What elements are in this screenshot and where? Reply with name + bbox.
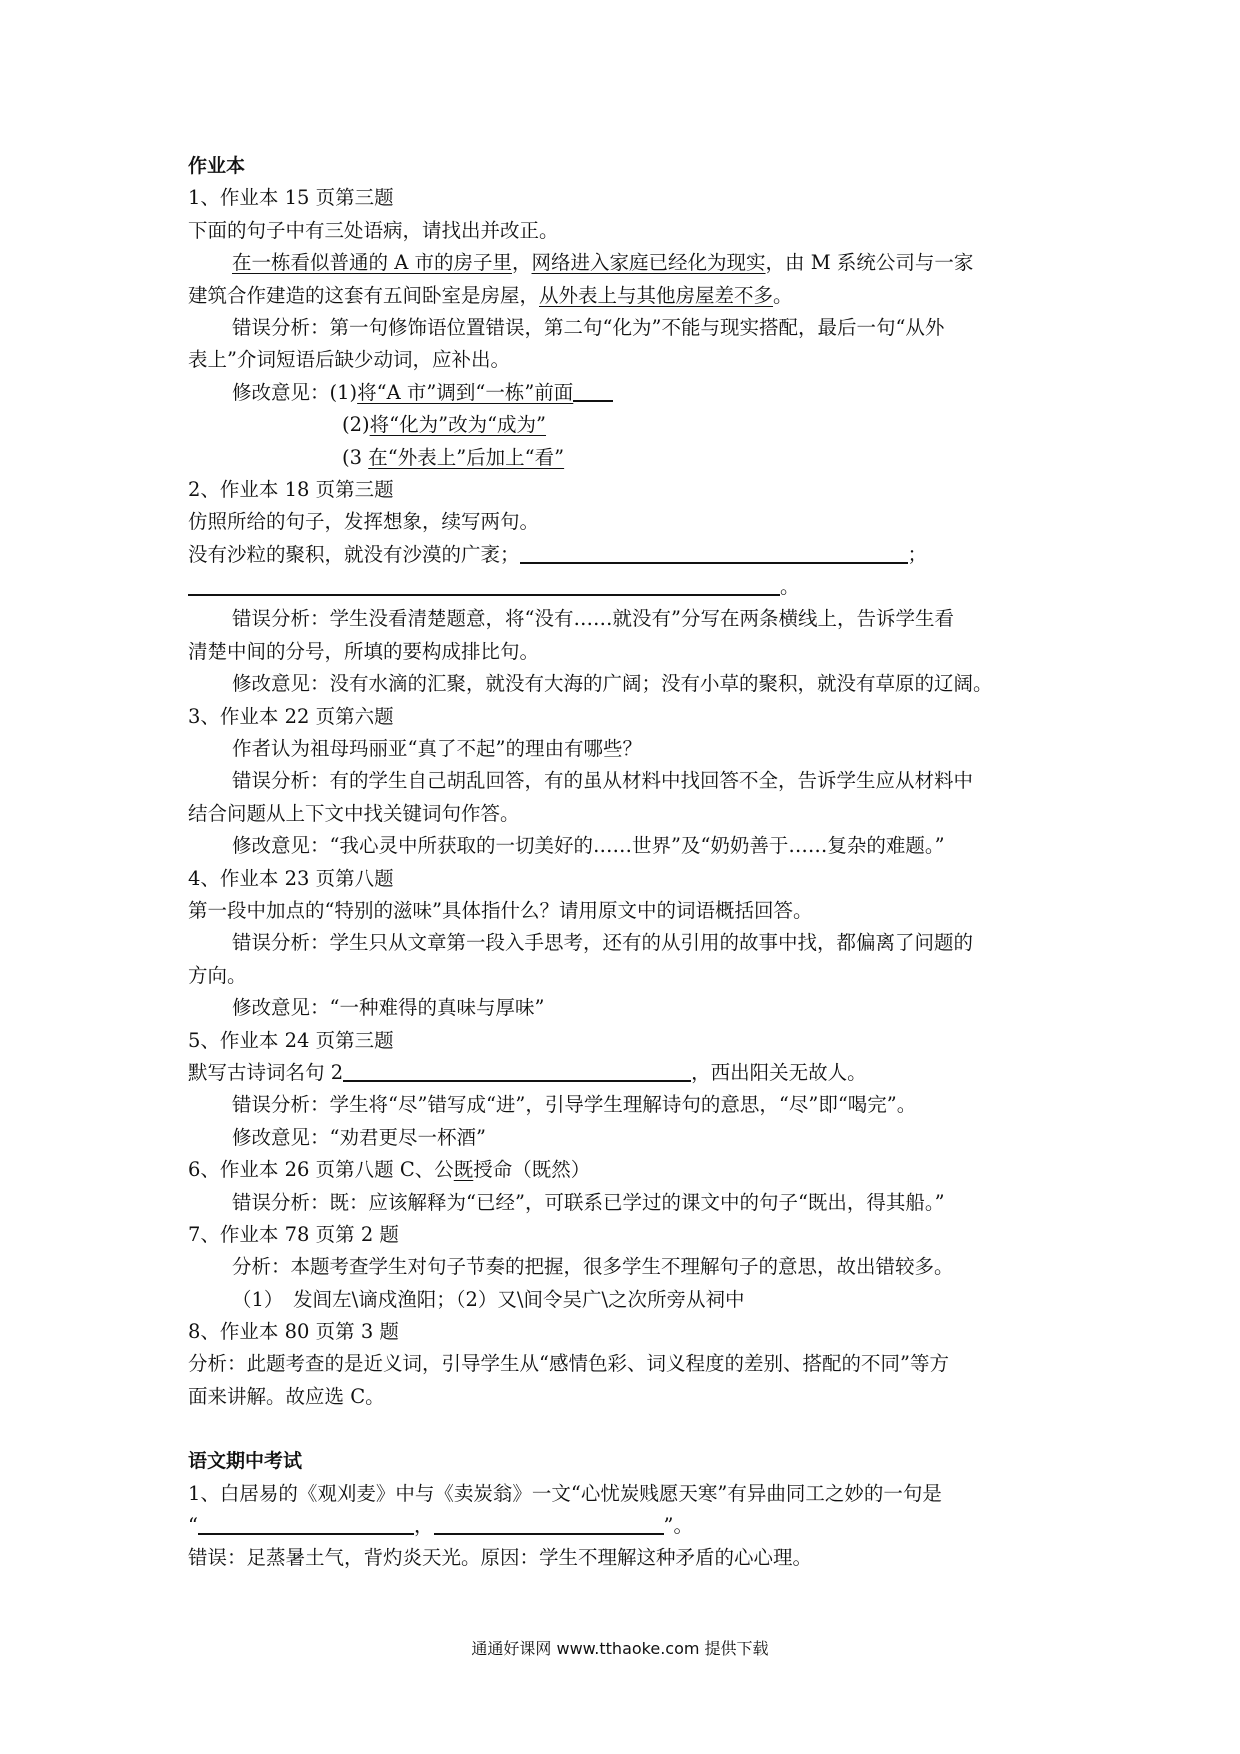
error-analysis-cont: 清楚中间的分号，所填的要构成排比句。 [188, 639, 540, 663]
correction: 修改意见：“我心灵中所获取的一切美好的……世界”及“奶奶善于……复杂的难题。” [232, 834, 945, 858]
error-analysis: 错误分析：学生没看清楚题意，将“没有……就没有”分写在两条横线上，告诉学生看 [232, 607, 954, 631]
analysis-cont: 面来讲解。故应选 C。 [188, 1384, 385, 1408]
page-footer: 通通好课网 www.tthaoke.com 提供下载 [471, 1639, 769, 1658]
error-analysis: 错误分析：有的学生自己胡乱回答，有的虽从材料中找回答不全，告诉学生应从材料中 [232, 769, 974, 793]
analysis: 分析：此题考查的是近义词，引导学生从“感情色彩、词义程度的差别、搭配的不同”等方 [188, 1352, 949, 1376]
section-title: 作业本 [188, 155, 246, 177]
section-title: 语文期中考试 [188, 1450, 303, 1473]
underlined-error: 网络进入家庭已经化为现实 [531, 251, 766, 275]
question-heading: 4、作业本 23 页第八题 [188, 866, 394, 890]
question-heading: 8、作业本 80 页第 3 题 [188, 1320, 399, 1344]
answer-blank [434, 1513, 664, 1535]
question-prompt: 下面的句子中有三处语病，请找出并改正。 [188, 218, 559, 242]
question-heading: 2、作业本 18 页第三题 [188, 477, 394, 501]
document-body [188, 150, 1068, 1575]
analysis: 分析：本题考查学生对句子节奏的把握，很多学生不理解句子的意思，故出错较多。 [232, 1255, 954, 1279]
question-heading: 1、作业本 15 页第三题 [188, 186, 394, 210]
question-prompt: 仿照所给的句子，发挥想象，续写两句。 [188, 510, 540, 534]
correction: 修改意见：“一种难得的真味与厚味” [232, 996, 545, 1020]
spacer [188, 1413, 1068, 1445]
answer-blank [188, 574, 780, 596]
answer: （1） 发闾左\谪戍渔阳；（2）又\间令吴广\之次所旁从祠中 [232, 1287, 745, 1311]
question-prompt: 作者认为祖母玛丽亚“真了不起”的理由有哪些？ [232, 737, 642, 761]
question-heading: 5、作业本 24 页第三题 [188, 1028, 394, 1052]
fill-in-line-2: 。 [188, 571, 1068, 603]
question-heading: 7、作业本 78 页第 2 题 [188, 1222, 399, 1246]
error-analysis-cont: 方向。 [188, 963, 247, 987]
fill-in-line: 没有沙粒的聚积，就没有沙漠的广袤； ； [188, 542, 928, 566]
question-heading: 3、作业本 22 页第六题 [188, 704, 394, 728]
correction-3: (3 在“外表上”后加上“看” [342, 445, 565, 469]
underlined-error: 从外表上与其他房屋差不多 [539, 283, 774, 307]
fill-in-line: 默写古诗词名句 2 ，西出阳关无故人。 [188, 1060, 867, 1084]
question-sentence-cont: 建筑合作建造的这套有五间卧室是房屋，从外表上与其他房屋差不多。 [188, 283, 793, 307]
question-heading: 1、白居易的《观刈麦》中与《卖炭翁》一文“心忧炭贱愿天寒”有异曲同工之妙的一句是 [188, 1481, 942, 1505]
answer-blank [198, 1513, 414, 1535]
correction-2: (2)将“化为”改为“成为” [342, 413, 547, 437]
error-analysis: 错误分析：既：应该解释为“已经”，可联系已学过的课文中的句子“既出，得其船。” [232, 1190, 945, 1214]
question-sentence: 在一栋看似普通的 A 市的房子里，网络进入家庭已经化为现实，由 M 系统公司与一家 [232, 251, 974, 275]
error-analysis-cont: 结合问题从上下文中找关键词句作答。 [188, 801, 520, 825]
underlined-error: 在一栋看似普通的 A 市的房子里 [232, 251, 512, 275]
fill-in-line: “ ， ”。 [188, 1514, 693, 1538]
marked-character: 既 [453, 1158, 474, 1182]
correction: 修改意见：没有水滴的汇聚，就没有大海的广阔；没有小草的聚积，就没有草原的辽阔。 [232, 672, 993, 696]
question-prompt: 第一段中加点的“特别的滋味”具体指什么？请用原文中的词语概括回答。 [188, 898, 813, 922]
error-analysis-cont: 表上”介词短语后缺少动词，应补出。 [188, 348, 510, 372]
error-note: 错误：足蒸暑土气，背灼炎天光。原因：学生不理解这种矛盾的心心理。 [188, 1546, 813, 1570]
error-analysis: 错误分析：学生只从文章第一段入手思考，还有的从引用的故事中找，都偏离了问题的 [232, 931, 974, 955]
error-analysis: 错误分析：学生将“尽”错写成“进”，引导学生理解诗句的意思，“尽”即“喝完”。 [232, 1093, 917, 1117]
correction: 修改意见：(1)将“A 市”调到“一栋”前面 [188, 377, 1068, 409]
error-analysis: 错误分析：第一句修饰语位置错误，第二句“化为”不能与现实搭配，最后一句“从外 [232, 315, 945, 339]
answer-blank [520, 542, 908, 564]
question-heading: 6、作业本 26 页第八题 C、公既授命（既然） [188, 1158, 591, 1182]
correction: 修改意见：“劝君更尽一杯酒” [232, 1125, 486, 1149]
answer-blank [343, 1060, 691, 1082]
